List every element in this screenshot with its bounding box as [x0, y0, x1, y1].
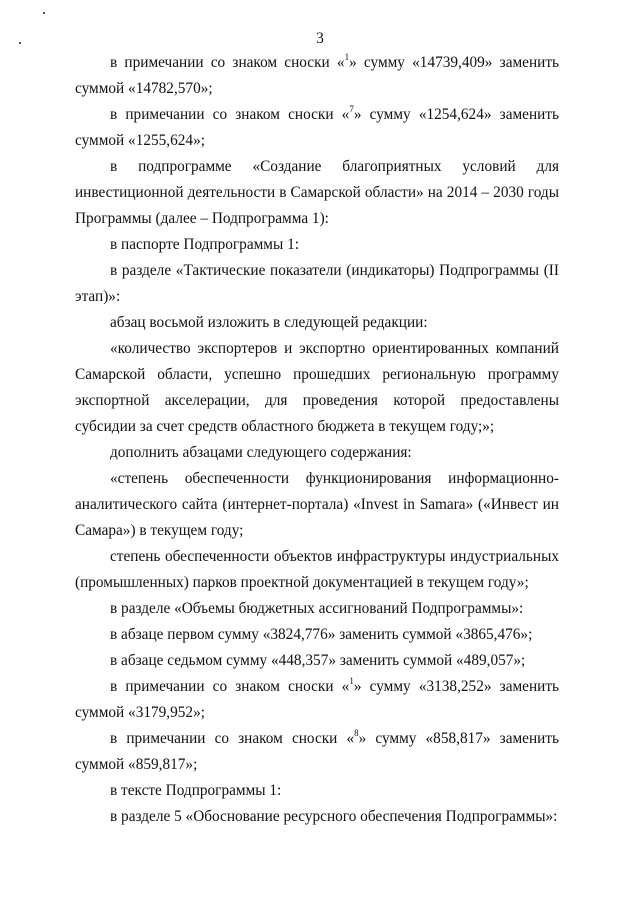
footnote-mark: 1: [349, 675, 354, 686]
paragraph-text-continued: » сумму «14739,409» заменить суммой «14782,570»;: [75, 54, 559, 97]
paragraph-text: в разделе 5 «Обоснование ресурсного обеспечения Подпрограммы»:: [110, 808, 558, 825]
paragraph-text: в паспорте Подпрограммы 1:: [110, 236, 299, 253]
paragraph: [75, 154, 559, 232]
paragraph-text: в тексте Подпрограммы 1:: [110, 782, 282, 799]
paragraph-text-continued: » сумму «3138,252» заменить суммой «3179,952»;: [75, 678, 559, 721]
paragraph: [75, 258, 559, 310]
paragraph-text: в примечании со знаком сноски «: [110, 54, 345, 71]
paragraph: [75, 778, 559, 804]
footnote-mark: 7: [349, 103, 354, 114]
footnote-mark: 1: [344, 51, 350, 62]
paragraph: [75, 596, 559, 622]
document-body: [75, 50, 559, 830]
paragraph: [75, 102, 559, 154]
paragraph: [75, 648, 559, 674]
paragraph-text: в разделе «Объемы бюджетных ассигнований Подпрограммы»:: [110, 600, 524, 617]
paragraph-text: степень обеспеченности объектов инфраструктуры индустриальных (промышленных) парков проектной документацией в текущем году»;: [75, 548, 559, 591]
paragraph-text: в примечании со знаком сноски «: [110, 678, 350, 695]
paragraph: [75, 544, 559, 596]
paragraph: [75, 726, 559, 778]
paragraph: [75, 336, 559, 440]
paragraph: [75, 674, 559, 726]
page-number: 3: [316, 30, 324, 47]
paragraph-text: в абзаце седьмом сумму «448,357» заменить суммой «489,057»;: [110, 652, 526, 669]
paragraph-text: абзац восьмой изложить в следующей редакции:: [110, 314, 428, 331]
paragraph: [75, 466, 559, 544]
paragraph-text: «количество экспортеров и экспортно ориентированных компаний Самарской области, успешно прошедших региональную программу экспортной акселерации, для проведения которой предоставлены субсидии за счет средств областного бюджета в текущем году;»;: [75, 340, 559, 435]
paragraph-text-continued: » сумму «1254,624» заменить суммой «1255,624»;: [75, 106, 559, 149]
scan-speck: [43, 12, 45, 14]
paragraph-text: в абзаце первом сумму «3824,776» заменить суммой «3865,476»;: [110, 626, 533, 643]
paragraph: [75, 440, 559, 466]
paragraph: [75, 310, 559, 336]
paragraph-text: дополнить абзацами следующего содержания:: [110, 444, 412, 461]
footnote-mark: 8: [354, 727, 359, 738]
paragraph: [75, 622, 559, 648]
paragraph: [75, 232, 559, 258]
paragraph-text: в примечании со знаком сноски «: [110, 730, 355, 747]
paragraph-text: в разделе «Тактические показатели (индикаторы) Подпрограммы (II этап)»:: [75, 262, 559, 305]
paragraph-text: в подпрограмме «Создание благоприятных условий для инвестиционной деятельности в Самарской области» на 2014 – 2030 годы Программы (далее – Подпрограмма 1):: [75, 158, 559, 227]
paragraph: [75, 50, 559, 102]
paragraph: [75, 804, 559, 830]
paragraph-text-continued: » сумму «858,817» заменить суммой «859,817»;: [75, 730, 559, 773]
paragraph-text: в примечании со знаком сноски «: [110, 106, 350, 123]
paragraph-text: «степень обеспеченности функционирования информационно-аналитического сайта (интернет-портала) «Invest in Samara» («Инвест ин Самара») в текущем году;: [75, 470, 559, 539]
